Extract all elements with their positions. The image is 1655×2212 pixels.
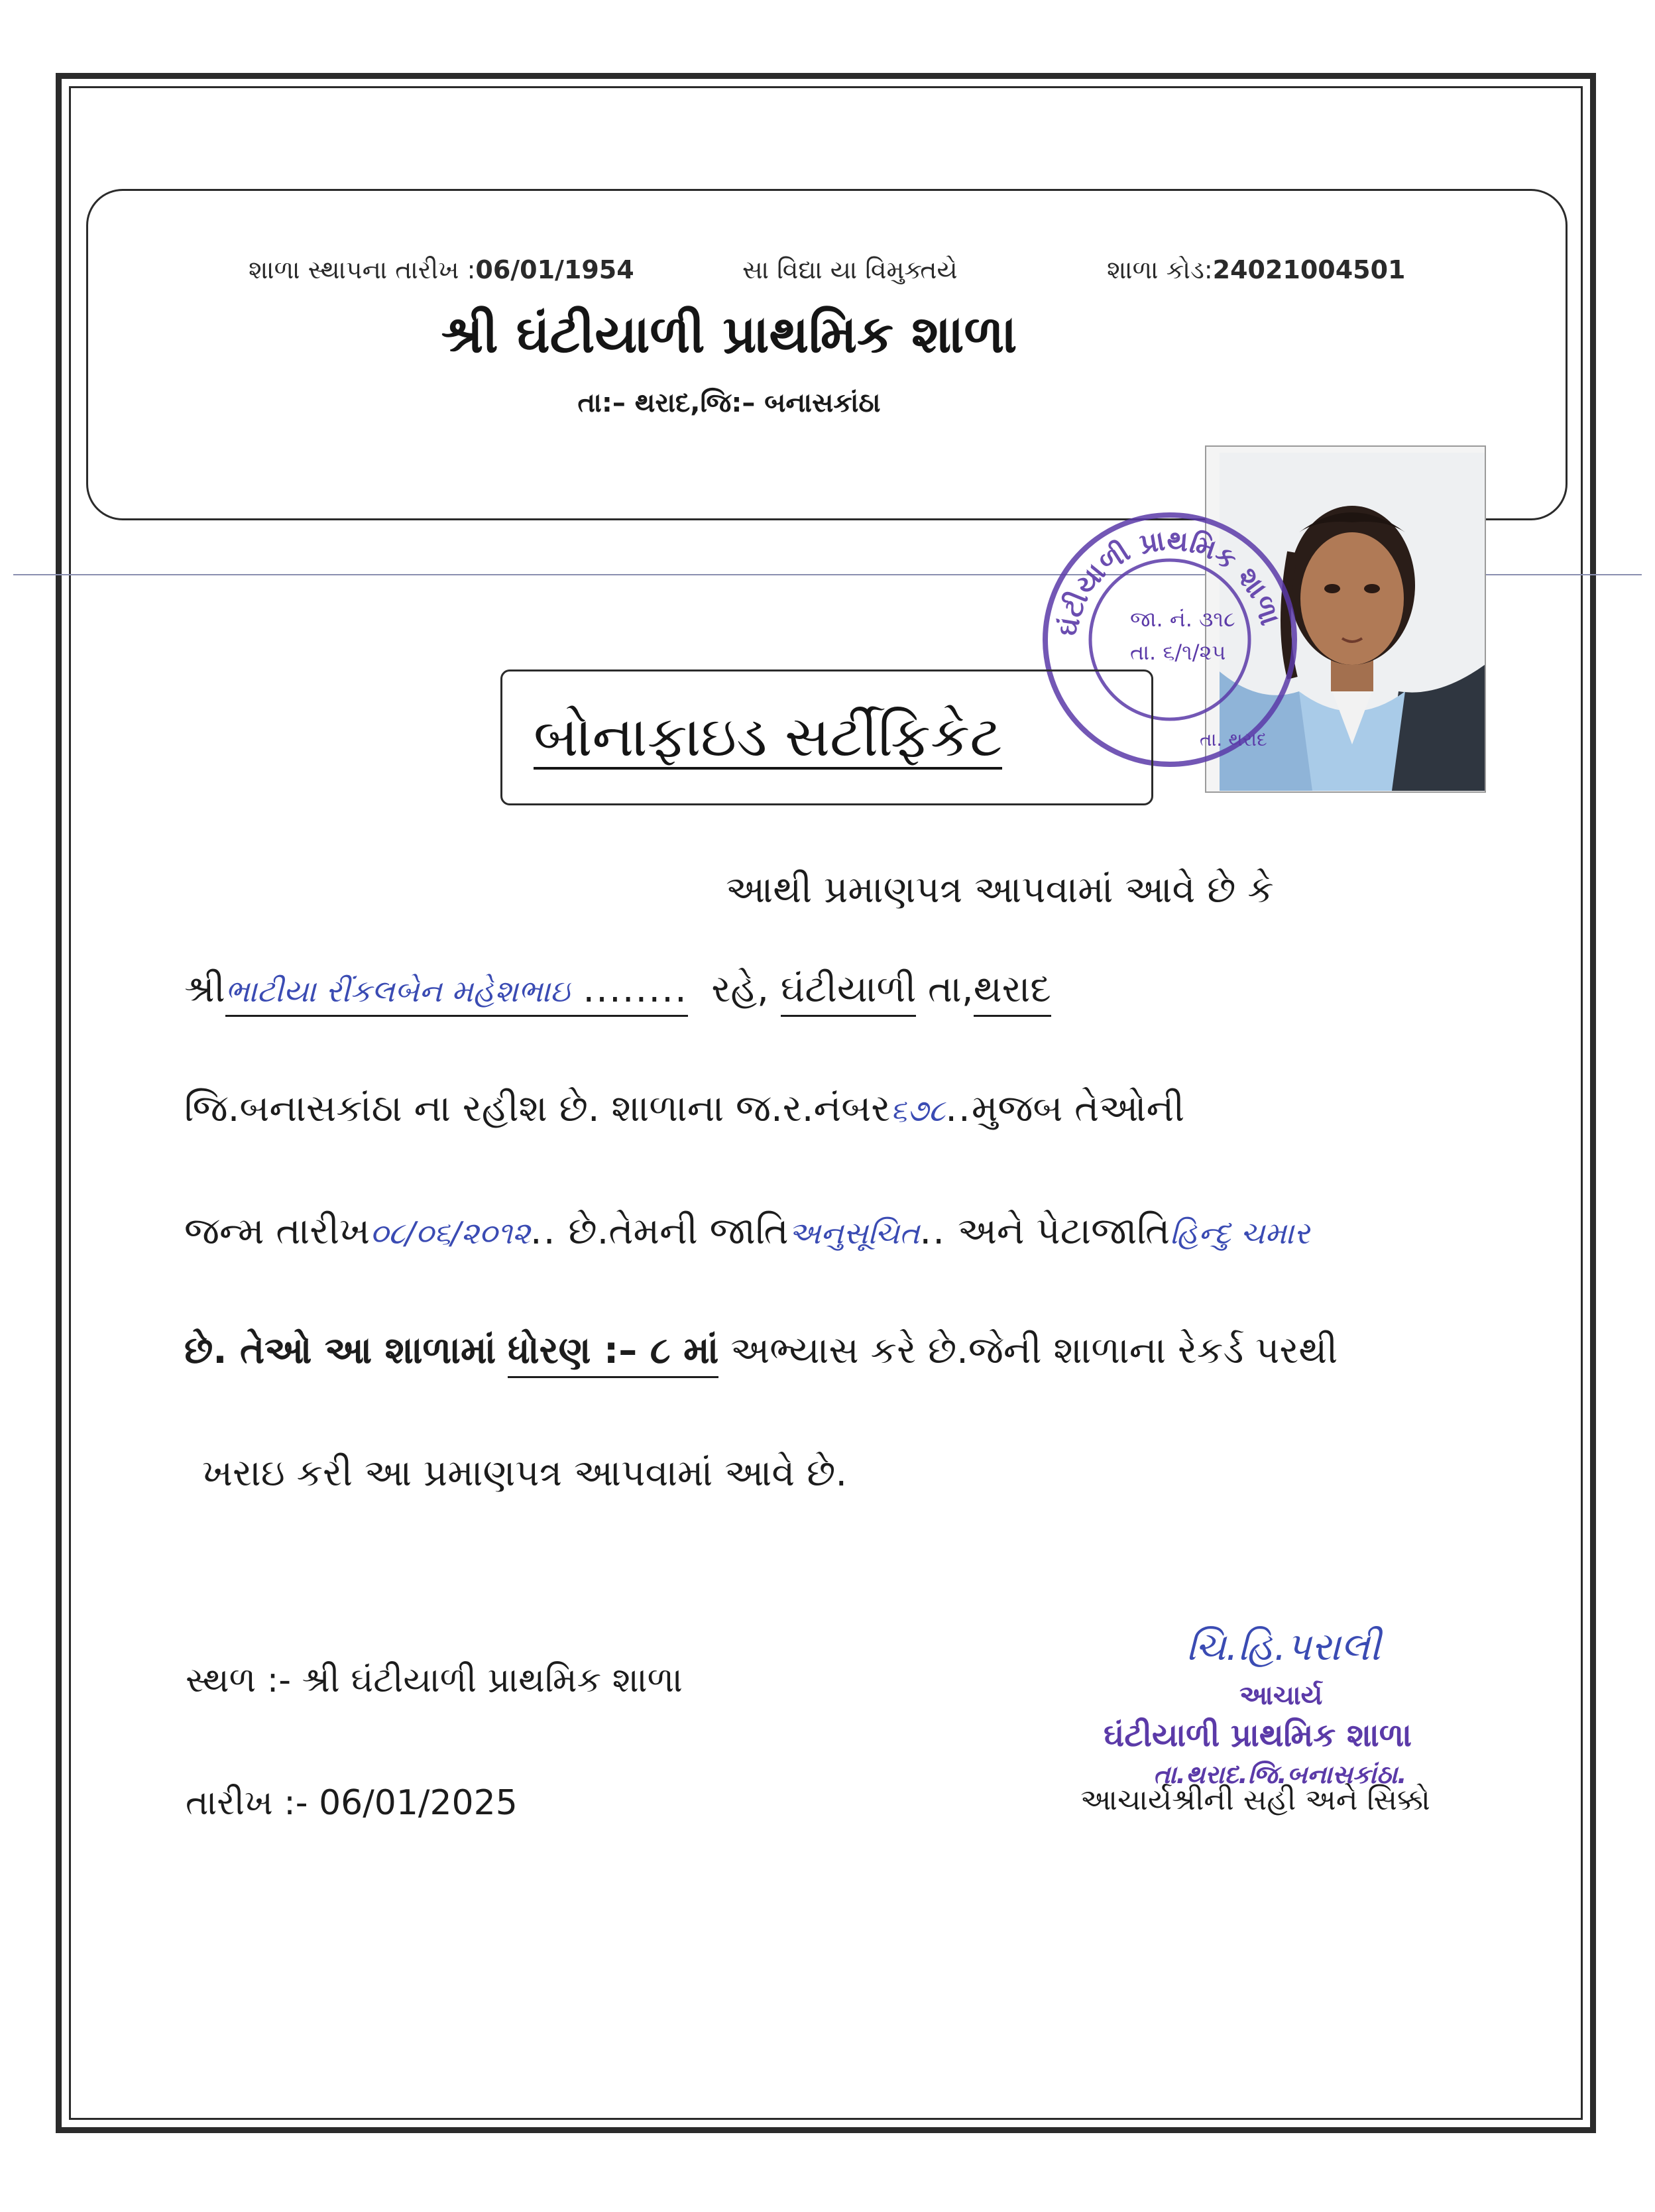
birth-date: ૦૮/૦૬/૨૦૧૨ <box>370 1215 530 1251</box>
school-code: 24021004501 <box>1212 255 1406 284</box>
line3-prefix: જિ.બનાસકાંઠા ના રહીશ છે. શાળાના જ.ર.નંબર <box>184 1087 891 1130</box>
stamp-inner-text-2: તા. ૬/૧/૨૫ <box>1130 640 1226 665</box>
line5-suffix: અભ્યાસ કરે છે.જેની શાળાના રેકર્ડ પરથી <box>730 1329 1338 1372</box>
school-motto: સા વિદ્યા યા વિમુક્તયે <box>742 255 958 284</box>
school-address: તા:– થરાદ,જિ:– બનાસકાંઠા <box>577 388 881 418</box>
body-line-2 <box>184 968 1051 1012</box>
place: શ્રી ઘંટીયાળી પ્રાથમિક શાળા <box>302 1660 683 1700</box>
principal-signature: ચિ.હિ.પરાલી <box>1186 1624 1381 1669</box>
birth-label: જન્મ તારીખ <box>184 1210 371 1253</box>
issue-date: 06/01/2025 <box>319 1783 518 1823</box>
stamp-school-address: તા.થરાદ.જિ.બનાસકાંઠા. <box>1153 1760 1407 1789</box>
reside-label: રહે, <box>711 968 769 1011</box>
place-label: સ્થળ :- <box>186 1660 291 1700</box>
certificate-title: બોનાફાઇડ સર્ટીફિકેટ <box>534 704 1003 769</box>
stamp-school-name: ઘંટીયાળી પ્રાથમિક શાળા <box>1104 1717 1412 1754</box>
student-name: ભાટીયા રીંકલબેન મહેશભાઇ <box>225 973 570 1009</box>
school-name: શ્રી ઘંટીયાળી પ્રાથમિક શાળા <box>441 305 1017 365</box>
body-line-5 <box>184 1329 1338 1373</box>
taluka-label: તા, <box>928 968 974 1011</box>
line5-prefix: છે. તેઓ આ શાળામાં <box>184 1329 496 1372</box>
body-line-1: આથી પ્રમાણપત્ર આપવામાં આવે છે કે <box>726 868 1274 911</box>
caste-label: છે.તેમની જાતિ <box>568 1210 789 1253</box>
date-line <box>186 1783 518 1824</box>
village: ઘંટીયાળી <box>781 968 916 1017</box>
subcaste: હિન્દુ ચમાર <box>1170 1215 1310 1251</box>
founded-date-line <box>249 255 634 285</box>
gr-number: ૬૭૮ <box>890 1092 946 1128</box>
stamp-inner-text-1: જા. નં. ૩૧૮ <box>1130 607 1235 632</box>
standard: ધોરણ :– ૮ માં <box>508 1329 718 1378</box>
founded-label: શાળા સ્થાપના તારીખ : <box>249 255 476 284</box>
taluka: થરાદ <box>974 968 1051 1017</box>
body-line-4: જન્મ તારીખ૦૮/૦૬/૨૦૧૨.. છે.તેમની જાતિઅનુસૂચિત.. અને પેટાજાતિહિન્દુ ચમાર <box>184 1210 1310 1253</box>
line3-suffix: મુજબ તેઓની <box>971 1087 1185 1130</box>
signature-caption: આચાર્યશ્રીની સહી અને સિક્કો <box>1080 1783 1430 1817</box>
subcaste-label: અને પેટાજાતિ <box>957 1210 1170 1253</box>
stamp-bottom-text: તા. થરાદ <box>1200 728 1267 750</box>
school-code-line <box>1107 255 1406 285</box>
student-name-field: ભાટીયા રીંકલબેન મહેશભાઇ ........ <box>225 968 688 1017</box>
body-line-3: જિ.બનાસકાંઠા ના રહીશ છે. શાળાના જ.ર.નંબર૬૭૮..મુજબ તેઓની <box>184 1087 1185 1130</box>
body-line-6: ખરાઇ કરી આ પ્રમાણપત્ર આપવામાં આવે છે. <box>202 1452 848 1495</box>
date-label: તારીખ :- <box>186 1783 308 1823</box>
code-label: શાળા કોડ: <box>1107 255 1213 284</box>
caste: અનુસૂચિત <box>788 1215 920 1251</box>
place-line <box>186 1660 683 1701</box>
shri-prefix: શ્રી <box>184 968 225 1011</box>
founded-date: 06/01/1954 <box>475 255 634 284</box>
stamp-outer-text: ઘંટીયાળી પ્રાથમિક શાળા <box>1051 524 1287 638</box>
principal-title: આચાર્ય <box>1239 1680 1323 1711</box>
